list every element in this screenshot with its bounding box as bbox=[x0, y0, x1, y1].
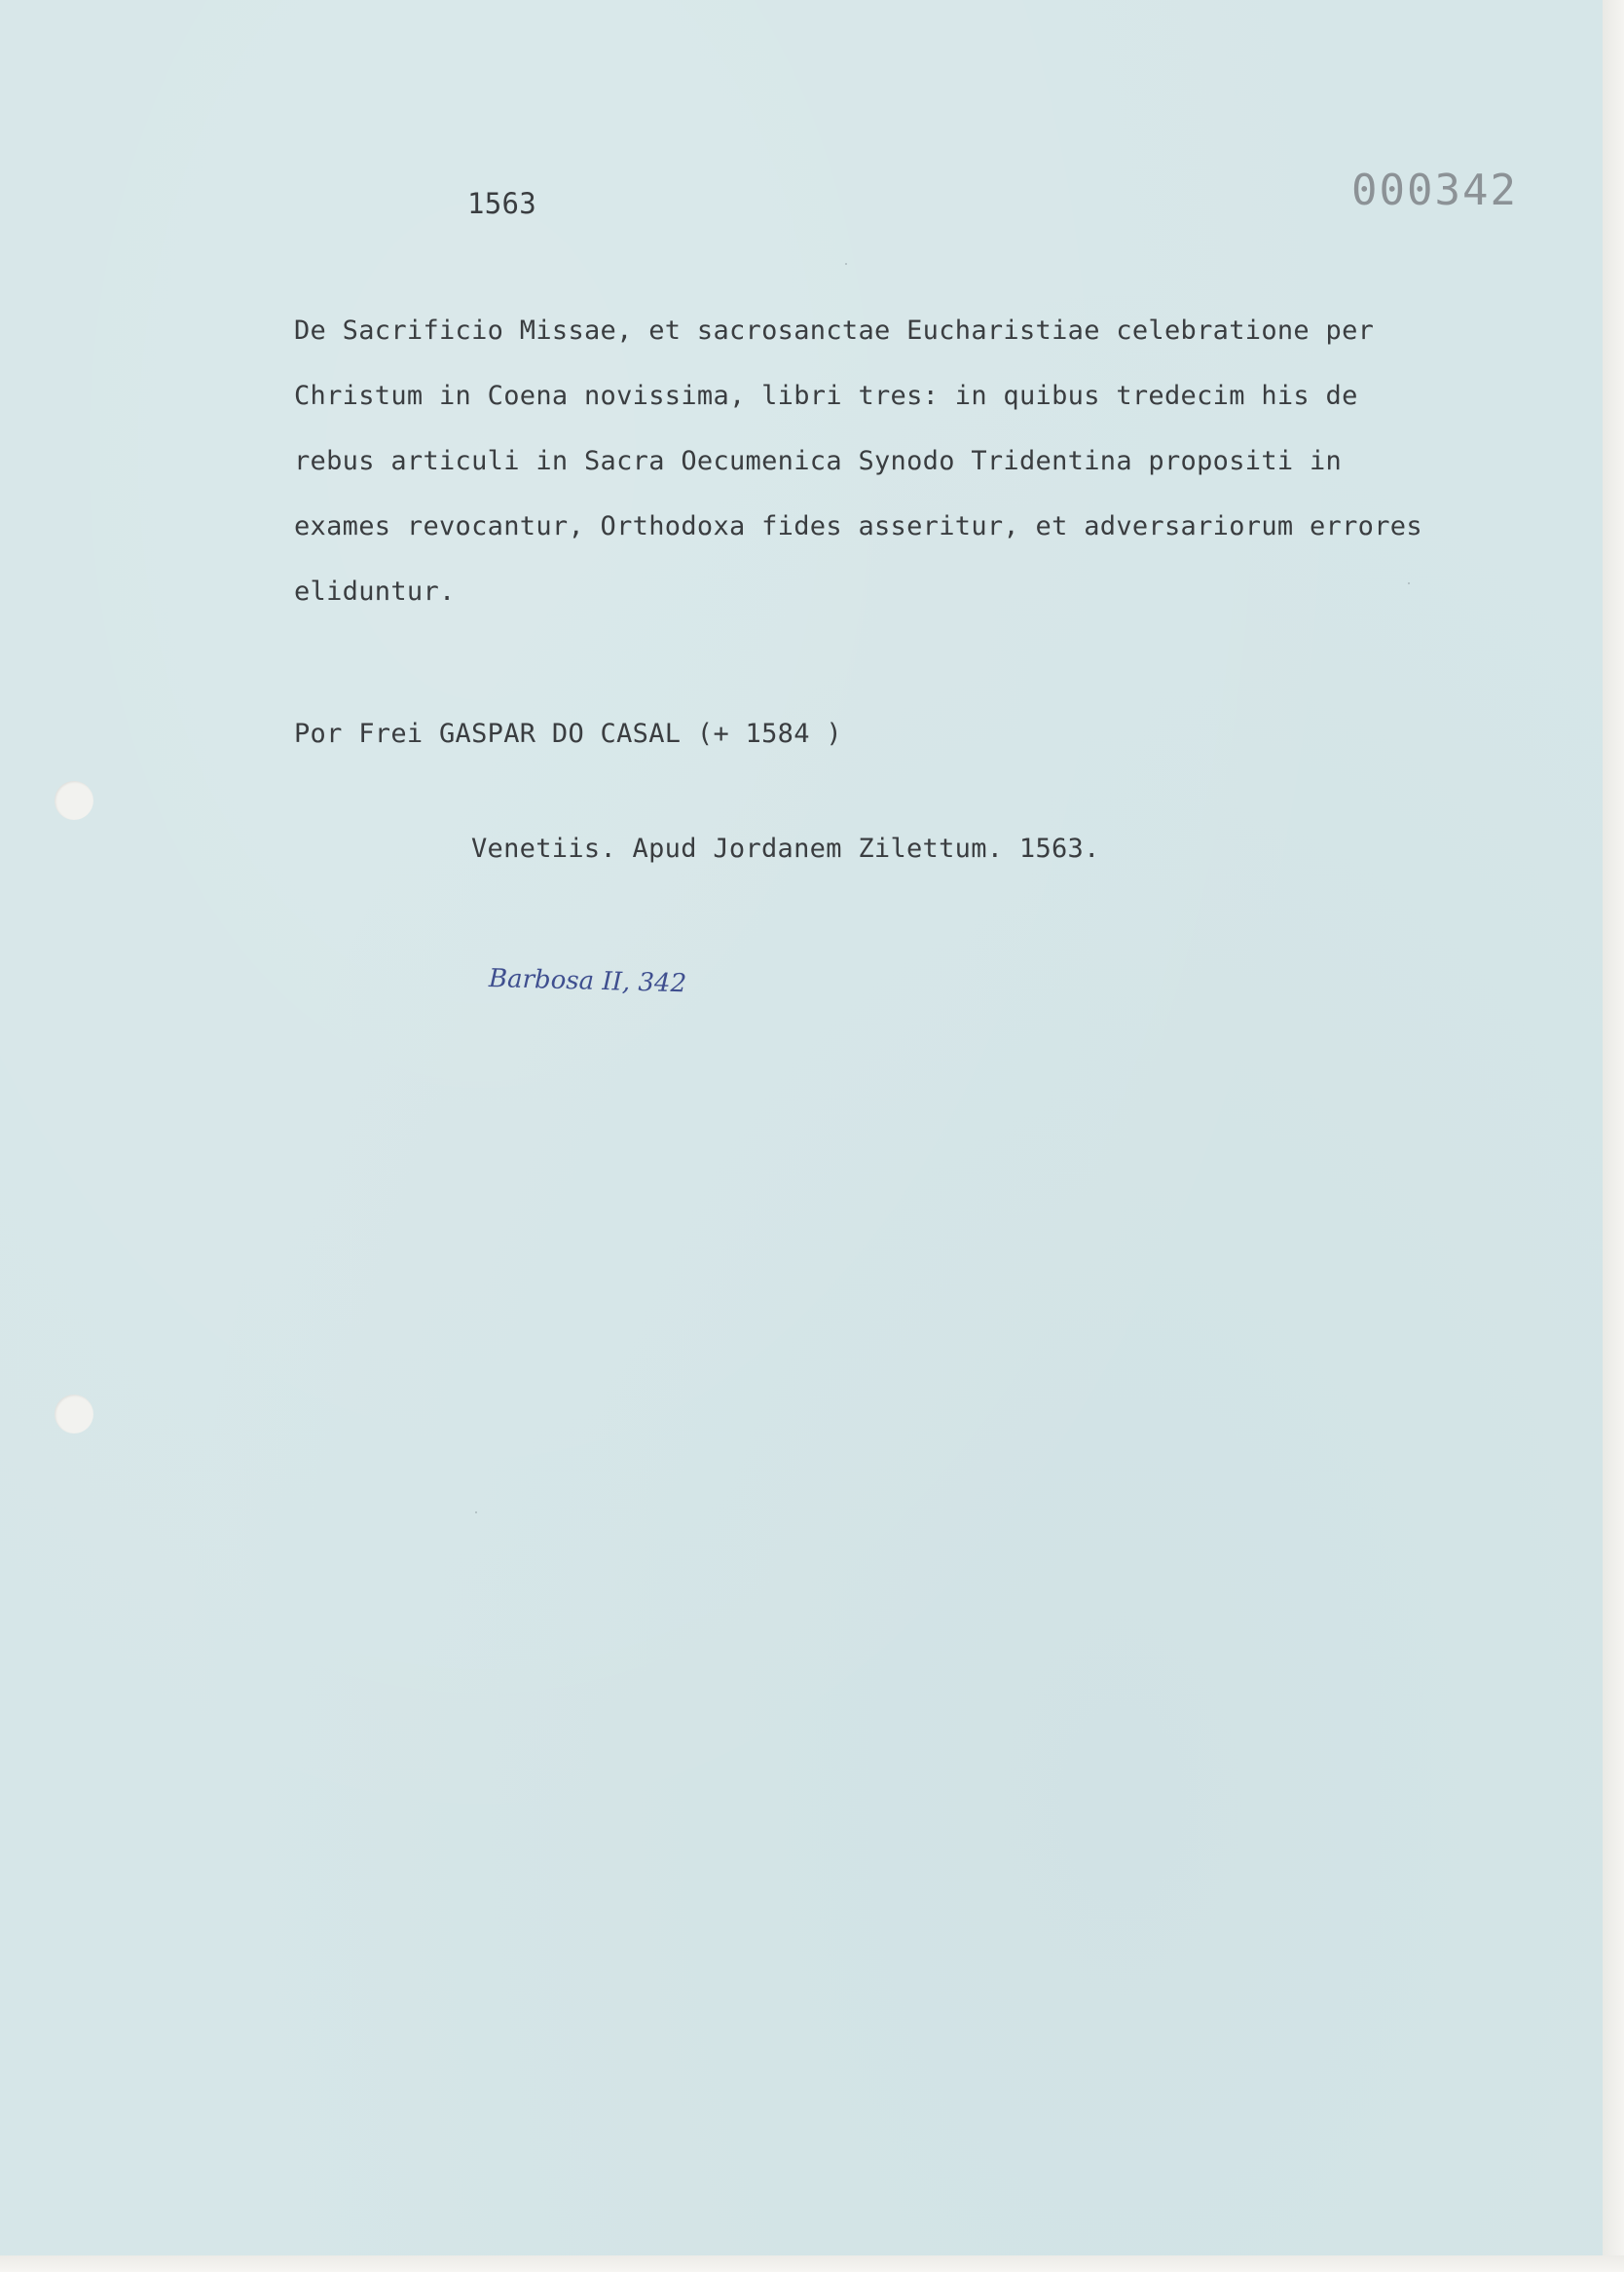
speck bbox=[845, 263, 847, 265]
speck bbox=[475, 1511, 477, 1513]
title-line: exames revocantur, Orthodoxa fides asseritur, et adversariorum errores bbox=[294, 511, 1422, 541]
page-edge-bottom bbox=[0, 2255, 1624, 2272]
stamp-number: 000342 bbox=[1351, 166, 1518, 215]
year-heading: 1563 bbox=[467, 187, 537, 220]
title-block bbox=[294, 310, 1560, 636]
title-line: De Sacrificio Missae, et sacrosanctae Eucharistiae celebratione per bbox=[294, 316, 1375, 346]
punch-hole-icon bbox=[55, 1395, 93, 1434]
punch-hole-icon bbox=[55, 781, 93, 820]
handwritten-note: Barbosa II, 342 bbox=[488, 964, 687, 999]
title-line: rebus articuli in Sacra Oecumenica Synodo Tridentina propositi in bbox=[294, 446, 1343, 476]
author-line: Por Frei GASPAR DO CASAL (+ 1584 ) bbox=[294, 719, 842, 749]
imprint-line: Venetiis. Apud Jordanem Zilettum. 1563. bbox=[471, 834, 1100, 864]
title-line: eliduntur. bbox=[294, 577, 456, 607]
speck bbox=[1408, 582, 1410, 584]
title-line: Christum in Coena novissima, libri tres: in quibus tredecim his de bbox=[294, 381, 1358, 411]
page-edge-right bbox=[1603, 0, 1624, 2272]
